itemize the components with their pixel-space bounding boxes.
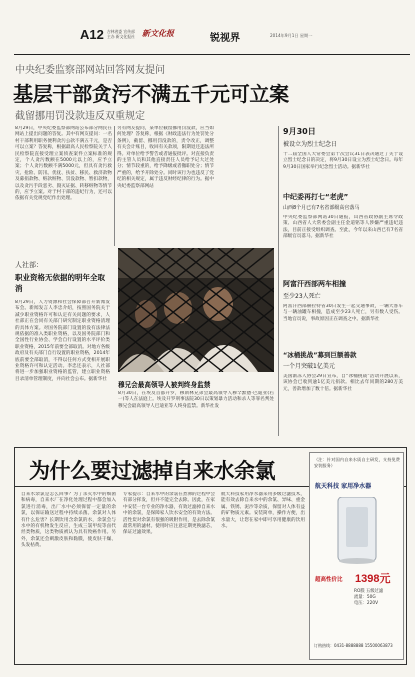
- sidebar-item3-subtitle: 至少23人死亡: [283, 293, 321, 300]
- header-rule: [14, 54, 410, 55]
- lead-kicker: 中央纪委监察部网站回答网友提问: [15, 65, 165, 76]
- photo-body: 8月30日，在埃及首都开罗，穆斯林兄弟会最高领导人穆罕默德·巴迪亚(右一)等人在法庭上。埃及开罗刑事法院30日以策划暴力活动和杀人等罪名判处穆兄会最高领导人巴迪亚等人终身监禁。新华社发: [118, 391, 274, 409]
- ad-note: （注：针对国内自来水质自主研发，支持免费安装服务）: [314, 457, 400, 468]
- ad-price-label: 超高性价比: [315, 577, 343, 583]
- sidebar-item4-subtitle: 一个月突破1亿美元: [283, 363, 335, 370]
- section-label: 锐视界: [210, 33, 240, 44]
- side-title: 职业资格无依据的明年全取消: [15, 273, 105, 293]
- lead-title: 基层干部贪污不满五千元可立案: [13, 82, 289, 106]
- side-body: 8月29日，人力资源和社会保障部召开新闻发布会。新闻发言人李忠介绍，按照国务院关于减少职业资格许可和认定有关问题的要求，人社部正在会同有关部门研究制定职业资格清理的具体方案。对国务院部门设置的没有法律法规依据的准入类职业资格，以及国务院部门和全国性行业协会、学会自行设置的水平评价类职业资格，2015年前要全部取消。对地方各级政府及有关部门自行设置的职业资格，2014年底前要全部取消，不得以任何方式变相开展职业资格许可和认定活动。李忠还表示，人社部将进一步加强职业资格的监管，建立职业资格目录清单管理制度，并向社会公布。据新华社: [15, 300, 110, 382]
- ad-spec-line: 流量：50G: [354, 595, 376, 600]
- sidebar-item3-title: 阿富汗西部两车相撞: [283, 280, 346, 288]
- ad-price: 1398元: [355, 573, 391, 585]
- sidebar-item3-body: 阿富汗西部赫拉特省30日发生一起交通事故，一辆大客车与一辆油罐车相撞，造成至少23人死亡，另有数人受伤。当地官员说，事故原因正在调查之中。据新华社: [283, 304, 403, 322]
- masthead: [80, 22, 400, 52]
- sidebar-item2-title: 中纪委再打七“老虎”: [283, 193, 349, 201]
- sidebar-item2-subtitle: 山西8个月已有7名省部级高官落马: [283, 205, 360, 211]
- lead-body-a: 8月29日，中央纪委监察部网站公布部分网民在网站上提出问题的答复。其中有网友提问：一名村干部利用职务便利贪污公款不满五千元，是否可以立案？答复称，根据最高人民检察院关于人民检察院直接受理立案侦查案件立案标准的规定，个人贪污数额在5000元以上的，应予立案；个人贪污数额不满5000元，但具有贪污救灾、抢险、防汛、优抚、扶贫、移民、救济款物及募捐款物、赃款赃物、罚没款物、暂扣款物，以及贪污手段恶劣、毁灭证据、转移赃物等情节的，应予立案。对于村干部的违纪行为，还可以依据有关党规党纪作出处理。: [15, 126, 112, 202]
- feature-col2: 专家提示：自来水中的余氯在煮沸的过程中会有部分挥发，但并不能完全去除。因此，在家中安装一台专业的净水器，有效过滤掉自来水中的余氯，是保障家人饮水安全的有效方法。活性炭对余氯有很强的吸附作用，是去除余氯最常用的滤材。使用时应注意定期更换滤芯，保证过滤效果。: [123, 492, 215, 536]
- feature-title: 为什么要过滤掉自来水余氯: [29, 459, 275, 483]
- photo-caption: 穆兄会最高领导人被判终身监禁: [118, 381, 211, 389]
- ad-brand: 航天科技 家用净水器: [315, 483, 372, 490]
- lead-subtitle: 截留挪用罚没款违反双重规定: [15, 111, 145, 122]
- masthead-info-line: 吉林省委 宣传部: [107, 29, 135, 34]
- masthead-info-line: 主办 新文化报社: [107, 34, 135, 39]
- court-photo: [118, 248, 274, 372]
- sidebar-date-heading: 9月30日: [283, 127, 316, 136]
- date-line: 2014年9月1日 星期一: [270, 33, 313, 38]
- sidebar-item2-body: 中央纪委监察部网站30日通报，山西省政协副主席令政策、山西省人大常委会副主任金道铭等人涉嫌严重违纪违法，目前正接受组织调查。至此，今年以来山西已有7名省部级官员落马。据新华社: [283, 215, 403, 240]
- ad-spec-line: RO膜 五级过滤: [354, 589, 384, 594]
- newspaper-logo: 新文化报: [142, 28, 174, 38]
- feature-col3: 航天科技家用净水器采用多级过滤技术，能有效去除自来水中的余氯、异味、重金属、铁锈、泥沙等杂质，保留对人体有益的矿物质元素。安装简单，操作方便，出水量大，让您在家中即可享用健康的饮用水。: [221, 492, 305, 530]
- sidebar-item4-title: “冰桶挑战”募到巨额善款: [283, 351, 357, 359]
- sidebar: [283, 126, 403, 438]
- water-purifier-image: [334, 497, 380, 565]
- page-number: A12: [80, 27, 104, 42]
- sidebar-item4-body: 美国渐冻人协会29日宣布，自“冰桶挑战”活动开展以来，该协会已收到逾1亿美元捐款。相比去年同期的280万美元，善款增加了数十倍。据新华社: [283, 374, 403, 392]
- lead-body-b: 另有网友提问，某单位截留挪用罚没款，应当如何处理？答复称，根据《财政违法行为处罚处分条例》，截留、挪用罚没款的，责令改正，调整有关会计账目，收回有关款项，限期退还违法所得。对单位给予警告或者通报批评。对直接负责的主管人员和其他直接责任人员给予记大过处分；情节较重的，给予降级或者撤职处分；情节严重的，给予开除处分。同时该行为也违反了党纪的相关规定，属于违反财经纪律的行为。据中央纪委监察部网站: [117, 126, 214, 189]
- ad-contact: 订购热线：0431-8888888 15500063873: [314, 643, 393, 648]
- sidebar-rule: [278, 126, 279, 436]
- feature-box: [14, 447, 407, 665]
- purifier-ad: [309, 452, 404, 660]
- sidebar-date-body: 十二届全国人大常委会第十次会议31日表决通过了关于设立烈士纪念日的决定，将9月30日设立为烈士纪念日。每年9月30日国家举行纪念烈士活动。据新华社: [283, 152, 403, 170]
- ad-spec-line: 电压：220V: [354, 601, 379, 606]
- sidebar-date-subtitle: 被设立为烈士纪念日: [283, 141, 338, 148]
- feature-col1: 自来水余氯是怎么回事？为了杀灭水中的细菌和病毒，自来水厂在净化处理过程中都会加入氯进行消毒，出厂水中必须保留一定量的余氯，以保证输送过程中持续杀菌。余氯对人体有什么危害？长期饮用含余氯的水，余氯会与水中的有机物发生反应，生成三氯甲烷等卤代烃类物质，这类物质被认为具有致癌作用。另外，余氯还会刺激皮肤和黏膜，使皮肤干燥、头发枯黄。: [21, 492, 116, 549]
- side-kicker: 人社部：: [15, 261, 43, 269]
